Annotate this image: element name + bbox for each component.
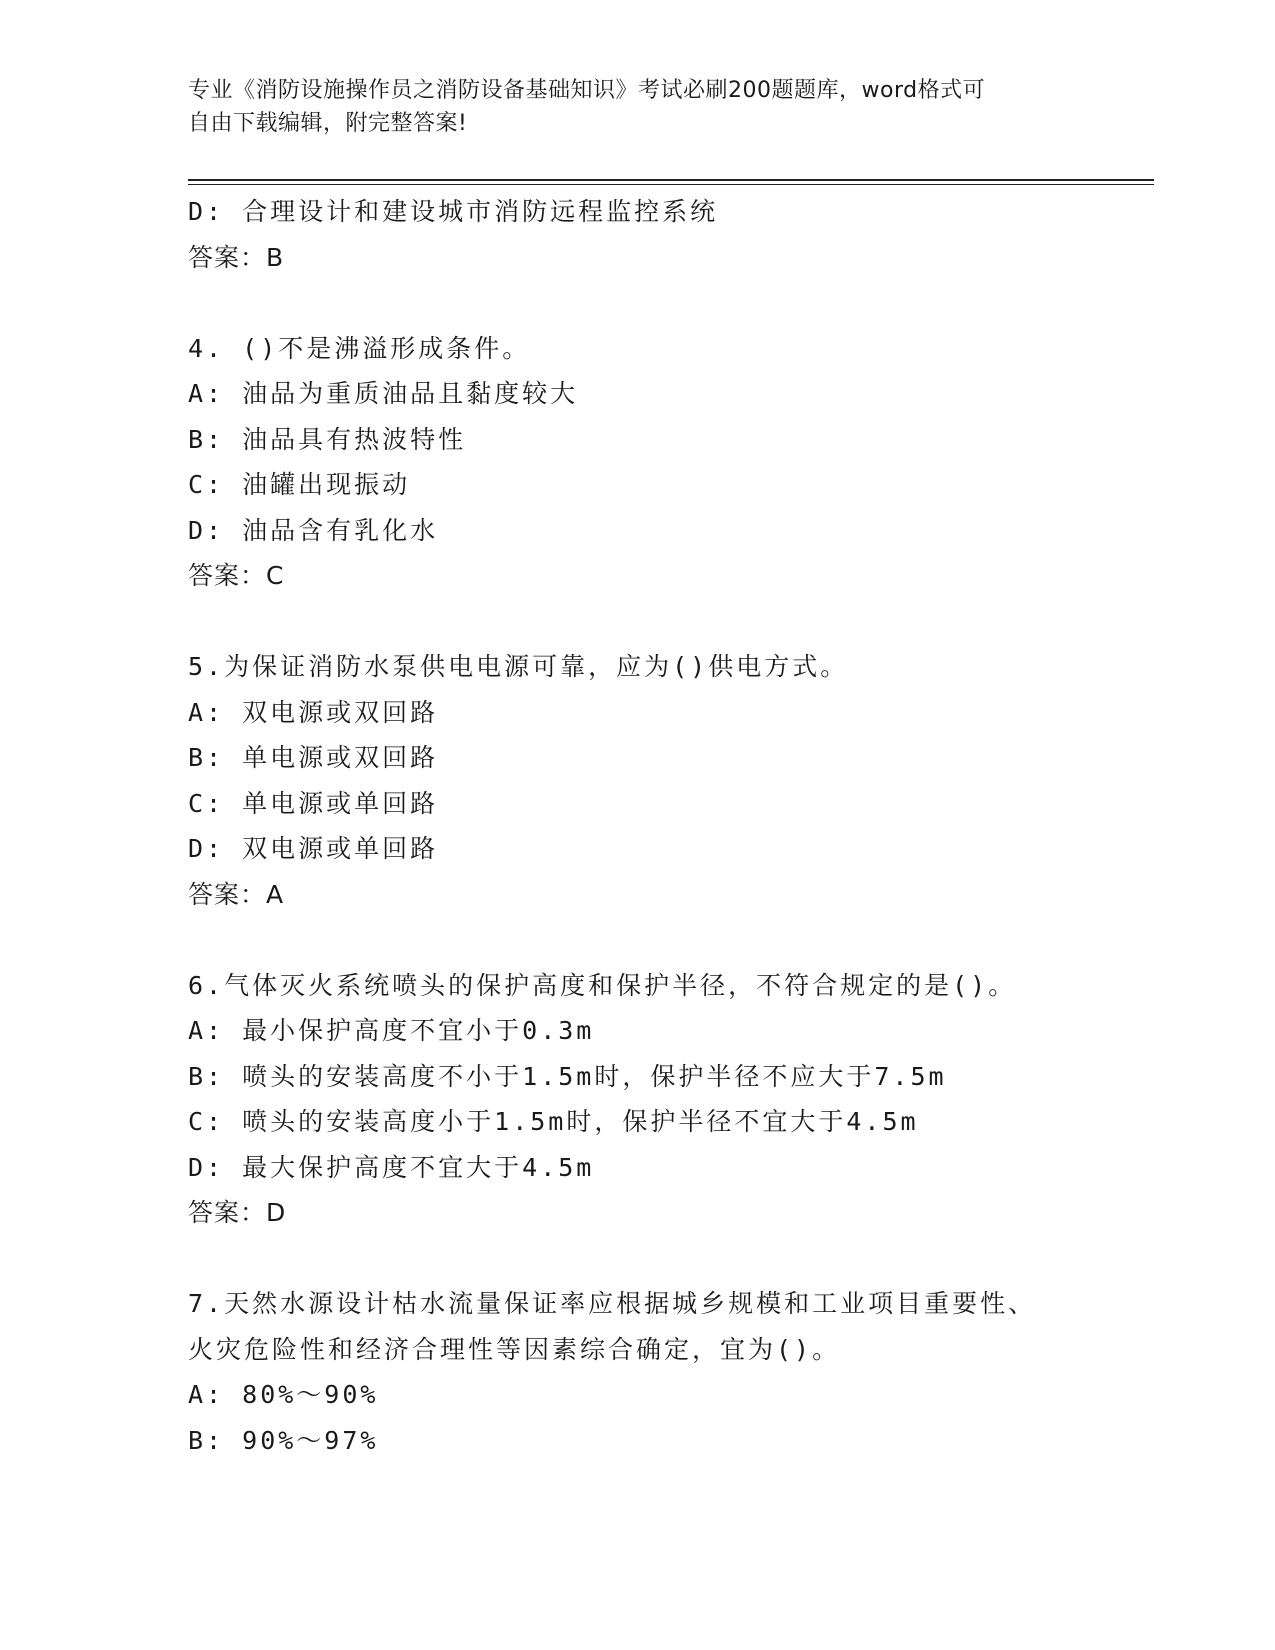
- spacer: [188, 1236, 1088, 1282]
- option-c: C: 单电源或单回路: [188, 788, 439, 818]
- option-b: B: 喷头的安装高度不小于1.5m时，保护半径不应大于7.5m: [188, 1061, 947, 1091]
- answer-label: 答案：B: [188, 242, 285, 272]
- option-d: D: 合理设计和建设城市消防远程监控系统: [188, 197, 719, 226]
- option-a: A: 双电源或双回路: [188, 697, 439, 727]
- question-stem: 6.气体灭火系统喷头的保护高度和保护半径，不符合规定的是()。: [188, 970, 1017, 1000]
- question-4: [188, 326, 1088, 599]
- header-title-line-1: 专业《消防设施操作员之消防设备基础知识》考试必刷200题题库，word格式可: [188, 78, 986, 103]
- option-b: B: 油品具有热波特性: [188, 424, 467, 454]
- option-b: B: 90%～97%: [188, 1425, 379, 1455]
- option-c: C: 喷头的安装高度小于1.5m时，保护半径不宜大于4.5m: [188, 1107, 919, 1136]
- option-d: D: 油品含有乳化水: [188, 515, 439, 545]
- question-stem: 5.为保证消防水泵供电电源可靠，应为()供电方式。: [188, 652, 849, 681]
- option-a: A: 油品为重质油品且黏度较大: [188, 379, 579, 408]
- option-d: D: 最大保护高度不宜大于4.5m: [188, 1152, 595, 1182]
- question-stem-line-1: 7.天然水源设计枯水流量保证率应根据城乡规模和工业项目重要性、: [188, 1289, 1037, 1318]
- option-a: A: 80%～90%: [188, 1380, 379, 1409]
- header-divider-thin: [188, 184, 1154, 185]
- option-d: D: 双电源或单回路: [188, 834, 439, 863]
- spacer: [188, 599, 1088, 645]
- answer-label: 答案：A: [188, 879, 285, 909]
- answer-label: 答案：C: [188, 561, 285, 590]
- question-7: [188, 1281, 1088, 1463]
- question-stem-line-2: 火灾危险性和经济合理性等因素综合确定，宜为()。: [188, 1334, 841, 1364]
- spacer: [188, 917, 1088, 963]
- option-b: B: 单电源或双回路: [188, 743, 439, 772]
- option-a: A: 最小保护高度不宜小于0.3m: [188, 1016, 595, 1045]
- spacer: [188, 280, 1088, 326]
- option-c: C: 油罐出现振动: [188, 470, 411, 499]
- answer-label: 答案：D: [188, 1198, 287, 1227]
- question-stem: 4. ()不是沸溢形成条件。: [188, 333, 531, 363]
- question-3-tail: [188, 189, 1088, 280]
- question-6: [188, 963, 1088, 1236]
- question-5: [188, 644, 1088, 917]
- header-title-line-2: 自由下载编辑，附完整答案!: [188, 111, 468, 136]
- question-list: [188, 189, 1088, 1463]
- document-header: [188, 74, 1068, 140]
- header-divider-thick: [188, 179, 1154, 181]
